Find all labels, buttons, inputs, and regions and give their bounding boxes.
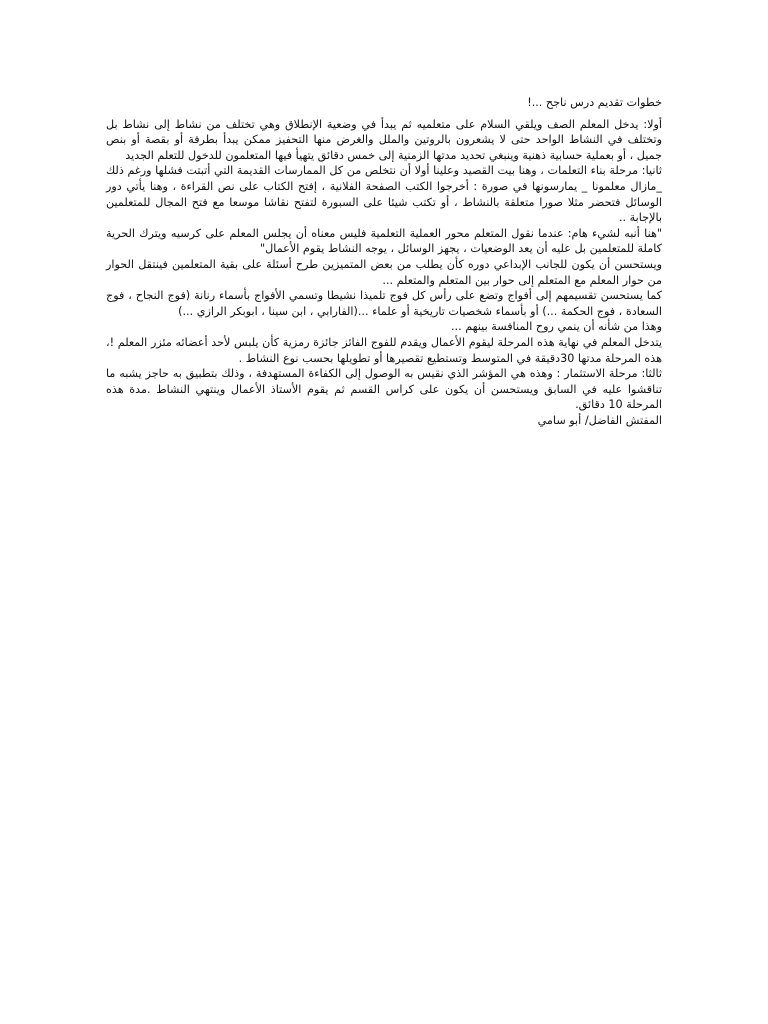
paragraph-creative: ويستحسن أن يكون للجانب الإبداعي دوره كأن يطلب من بعض المتميزين طرح أسئلة على بقية المتعلمين فينتقل الحوار من حوار المعلم مع المتعلم إلى حوار بين المتعلم والمتعلم ... (106, 257, 662, 287)
paragraph-step-three: ثالثا: مرحلة الاستثمار : وهذه هي المؤشر الذي نقيس به الوصول إلى الكفاءة المستهدفة ، وذلك بتطبيق به حاجز يشبه ما تناقشوا عليه في السابق ويستحسن أن يكون على كراس القسم ثم يقوم الأستاذ الأعمال وينتهي النشاط .مدة هذه المرحلة 10 دقائق. (106, 367, 662, 412)
signature-line: المفتش الفاضل/ أبو سامي (537, 413, 662, 427)
document-body (106, 95, 662, 428)
paragraph-note: "هنا أنبه لشيء هام: عندما نقول المتعلم محور العملية التعلمية فليس معناه أن يجلس المعلم على كرسيه ويترك الحرية كاملة للمتعلمين بل عليه أن يعد الوضعيات ، يجهز الوسائل ، يوجه النشاط يقوم الأعمال" (106, 226, 662, 256)
paragraph-step-two: ثانيا: مرحلة بناء التعلمات ، وهنا بيت القصيد وعلينا أولا أن نتخلص من كل الممارسات القديمة التي أتبتت فشلها ورغم ذلك _مازال معلمونا _ يمارسونها في صورة : أخرجوا الكتب الصفحة الفلانية ، إفتح الكتاب على نص القراءة ، وهنا يأتي دور الوسائل فتحضر مثلا صورا متعلقة بالنشاط ، أو تكتب شيئا على السبورة لتفتح نقاشا موسعا مع فتح المجال للمتعلمين بالإجابة .. (106, 164, 662, 225)
paragraph-step-one: أولا: يدخل المعلم الصف ويلقي السلام على متعلميه ثم يبدأ في وضعية الإنطلاق وهي تختلف من نشاط إلى نشاط بل وتختلف في النشاط الواحد حتى لا يشعرون بالروتين والملل والغرض منها التحفيز ممكن يبدأ بطرفة أو بقصة أو بنص جميل ، أو بعملية حسابية ذهنية وينبغي تحديد مدتها الزمنية إلى خمس دقائق يتهيأ فيها المتعلمون للدخول للتعلم الجديد (106, 117, 662, 162)
paragraph-competition: وهذا من شأنه أن ينمي روح المنافسة بينهم ... (450, 320, 662, 334)
paragraph-groups: كما يستحسن تقسيمهم إلى أفواج وتضع على رأس كل فوج تلميذا نشيطا وتسمي الأفواج بأسماء رنانة (فوج النجاح ، فوج السعادة ، فوج الحكمة ...) أو بأسماء شخصيات تاريخية أو علماء ...(الفارابي ، ابن سينا ، ابوبكر الرازي ...) (106, 289, 662, 318)
document-title: خطوات تقديم درس ناجح ...! (527, 96, 662, 109)
paragraph-evaluation: يتدخل المعلم في نهاية هذه المرحلة ليقوم الأعمال ويقدم للفوج الفائز جائزة رمزية كأن يلبس لأحد أعضائه مئزر المعلم !، هذه المرحلة مدتها 30دقيقة في المتوسط وتستطيع تقصيرها أو تطويلها بحسب نوع النشاط . (106, 335, 662, 365)
